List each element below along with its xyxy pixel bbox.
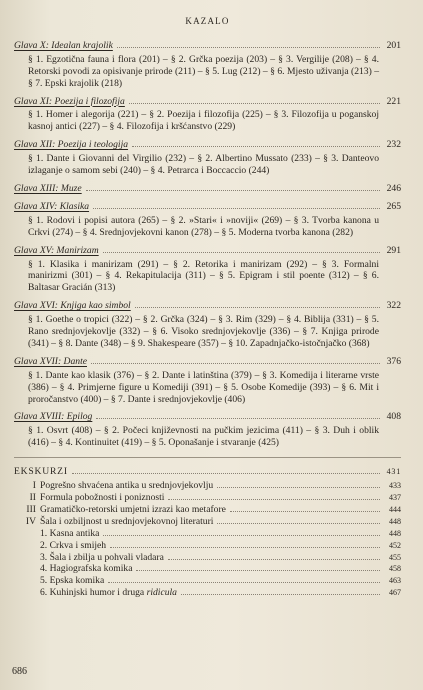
chapter-title-row <box>14 411 401 423</box>
ekskurz-subitem <box>14 563 401 575</box>
page-number: 201 <box>386 39 401 51</box>
chapter-title: Glava XIV: Klasika <box>14 200 90 212</box>
chapter-title: Glava XIII: Muze <box>14 182 82 194</box>
chapter-entry <box>14 183 401 195</box>
chapter-title-row <box>14 201 401 213</box>
ekskurz-item <box>14 504 401 516</box>
dot-leader <box>108 582 380 583</box>
ekskurz-title: Šala i ozbiljnost u srednjovjekovnoj literaturi <box>40 515 214 527</box>
chapter-title: Glava X: Idealan krajolik <box>14 39 113 51</box>
ekskurzi-list <box>14 480 401 528</box>
page-number: 232 <box>386 139 401 151</box>
chapter-title-row <box>14 96 401 108</box>
dot-leader <box>168 499 380 500</box>
chapter-title: Glava XV: Manirizam <box>14 244 99 256</box>
dot-leader <box>91 363 380 364</box>
chapter-entry <box>14 201 401 239</box>
dot-leader <box>230 511 380 512</box>
ekskurz-title: Gramatičko-retorski umjetni izrazi kao metafore <box>40 503 226 515</box>
chapter-title: Glava XVII: Dante <box>14 355 87 367</box>
subitem-title: 5. Epska komika <box>40 575 105 587</box>
chapter-title-row <box>14 300 401 312</box>
ekskurz-subitem <box>14 552 401 564</box>
chapter-sections: § 1. Goethe o tropici (322) – § 2. Grčka (324) – § 3. Rim (329) – § 4. Biblija (331) – § 5. Rano srednjovjekovlje (332) – § 6. Visoko srednjovjekovlje (336) – § 7. Knjiga prirode (341) – § 8. Dante (348) – § 9. Shakespeare (357) – § 10. Zapadnjačko-istočnjačko (368) <box>28 314 379 349</box>
page-number: 463 <box>389 576 401 586</box>
chapter-sections: § 1. Dante i Giovanni del Virgilio (232) – § 2. Albertino Mussato (233) – § 3. Danteovo izlaganje o samom sebi (240) – § 4. Petrarca i Boccaccio (244) <box>28 153 379 177</box>
ekskurzi-title: EKSKURZI <box>14 466 68 478</box>
chapter-entry <box>14 411 401 449</box>
subitem-title: 3. Šala i zbilja u pohvali vladara <box>40 551 164 563</box>
dot-leader <box>129 103 380 104</box>
chapter-entry <box>14 40 401 90</box>
page-number: 433 <box>389 481 401 491</box>
page-number: 455 <box>389 552 401 562</box>
dot-leader <box>96 418 380 419</box>
dot-leader <box>103 252 380 253</box>
page-number: 448 <box>389 516 401 526</box>
dot-leader <box>117 47 380 48</box>
page-number: 322 <box>386 300 401 312</box>
subitem-title: 4. Hagiografska komika <box>40 563 133 575</box>
ekskurz-subitem <box>14 587 401 599</box>
dot-leader <box>135 307 380 308</box>
page-number: 467 <box>389 588 401 598</box>
chapter-title-row <box>14 356 401 368</box>
ekskurz-subitem <box>14 540 401 552</box>
dot-leader <box>136 570 380 571</box>
ekskurz-item <box>14 480 401 492</box>
chapter-entry <box>14 300 401 350</box>
ekskurz-subitem <box>14 528 401 540</box>
page-number: 458 <box>389 564 401 574</box>
chapter-title-row <box>14 139 401 151</box>
page-number: 437 <box>389 493 401 502</box>
page-number: 291 <box>386 244 401 256</box>
dot-leader <box>132 146 380 147</box>
dot-leader <box>110 547 380 548</box>
ekskurz-item <box>14 492 401 504</box>
subitem-title-italic: ridicula <box>146 587 177 599</box>
chapter-entry <box>14 96 401 134</box>
dot-leader <box>72 473 380 474</box>
chapter-title-row <box>14 245 401 257</box>
page-number: 246 <box>386 182 401 194</box>
roman-numeral: III <box>26 503 36 515</box>
ekskurz-title: Formula pobožnosti i poniznosti <box>40 492 165 503</box>
roman-numeral: I <box>32 480 36 492</box>
chapter-title: Glava XVI: Knjiga kao simbol <box>14 300 131 312</box>
ekskurzi-heading <box>14 466 401 478</box>
chapter-sections: § 1. Rodovi i popisi autora (265) – § 2. »Stari« i »noviji« (269) – § 3. Tvorba kanona u Crkvi (274) – § 4. Srednjovjekovni kanon (278) – § 5. Moderna tvorba kanona (282) <box>28 214 379 238</box>
dot-leader <box>168 559 380 560</box>
chapter-entry <box>14 245 401 295</box>
ekskurz-item <box>14 516 401 528</box>
dot-leader <box>217 487 380 488</box>
page-folio: 686 <box>12 666 27 678</box>
divider <box>14 457 401 458</box>
page-number: 265 <box>386 200 401 212</box>
chapter-title: Glava XII: Poezija i teologija <box>14 139 129 151</box>
dot-leader <box>217 523 380 524</box>
chapter-sections: § 1. Klasika i manirizam (291) – § 2. Retorika i manirizam (292) – § 3. Formalni manirizmi (301) – § 4. Rekapitulacija (311) – § 5. Epigram i stil poente (312) – § 6. Baltasar Gracián (313) <box>28 258 379 294</box>
chapter-title-row <box>14 183 401 195</box>
chapter-list <box>14 40 401 449</box>
subitem-title: 6. Kuhinjski humor i druga <box>40 587 147 599</box>
dot-leader <box>103 535 380 536</box>
chapter-title: Glava XI: Poezija i filozofija <box>14 95 125 107</box>
page-number: 448 <box>389 528 401 538</box>
subitem-title: 1. Kasna antika <box>40 527 100 539</box>
page-number: 444 <box>389 504 401 514</box>
page-number: 431 <box>386 467 401 477</box>
dot-leader <box>93 208 380 209</box>
dot-leader <box>181 594 380 595</box>
page-number: 221 <box>386 95 401 107</box>
chapter-sections: § 1. Osvrt (408) – § 2. Počeci književnosti na pučkim jezicima (411) – § 3. Duh i oblik (416) – § 4. Kontinuitet (419) – § 5. Oponašanje i stvaranje (425) <box>28 425 379 449</box>
ekskurz-title: Pogrešno shvaćena antika u srednjovjekovlju <box>40 480 214 492</box>
ekskurzi-sublist <box>14 528 401 599</box>
roman-numeral: IV <box>25 515 36 527</box>
page-number: 376 <box>386 355 401 367</box>
chapter-title-row <box>14 40 401 52</box>
page-header: KAZALO <box>185 16 230 26</box>
page-number: 452 <box>389 540 401 550</box>
roman-numeral: II <box>29 492 36 503</box>
ekskurzi-section <box>14 466 401 599</box>
subitem-title: 2. Crkva i smijeh <box>40 539 107 551</box>
chapter-entry <box>14 139 401 177</box>
chapter-sections: § 1. Homer i alegorija (221) – § 2. Poezija i filozofija (225) – § 3. Filozofija u poganskoj kasnoj antici (227) – § 4. Filozofija i kršćanstvo (229) <box>28 109 379 133</box>
dot-leader <box>86 190 380 191</box>
chapter-sections: § 1. Dante kao klasik (376) – § 2. Dante i latinština (379) – § 3. Komedija i literarne vrste (386) – § 4. Primjerne figure u Komediji (391) – § 5. Osobe Komedije (393) – § 6. Mit i proročanstvo (400) – § 7. Dante i srednjovjekovlje (406) <box>28 369 379 405</box>
page-number: 408 <box>386 411 401 423</box>
ekskurz-subitem <box>14 575 401 587</box>
chapter-entry <box>14 356 401 406</box>
chapter-title: Glava XVIII: Epilog <box>14 411 93 423</box>
chapter-sections: § 1. Egzotična fauna i flora (201) – § 2. Grčka poezija (203) – § 3. Vergilije (208) – § 4. Retorski povodi za opisivanje prirode (211) – § 5. Lug (212) – § 6. Mjesto uživanja (213) – § 7. Epski krajolik (218) <box>28 53 379 89</box>
